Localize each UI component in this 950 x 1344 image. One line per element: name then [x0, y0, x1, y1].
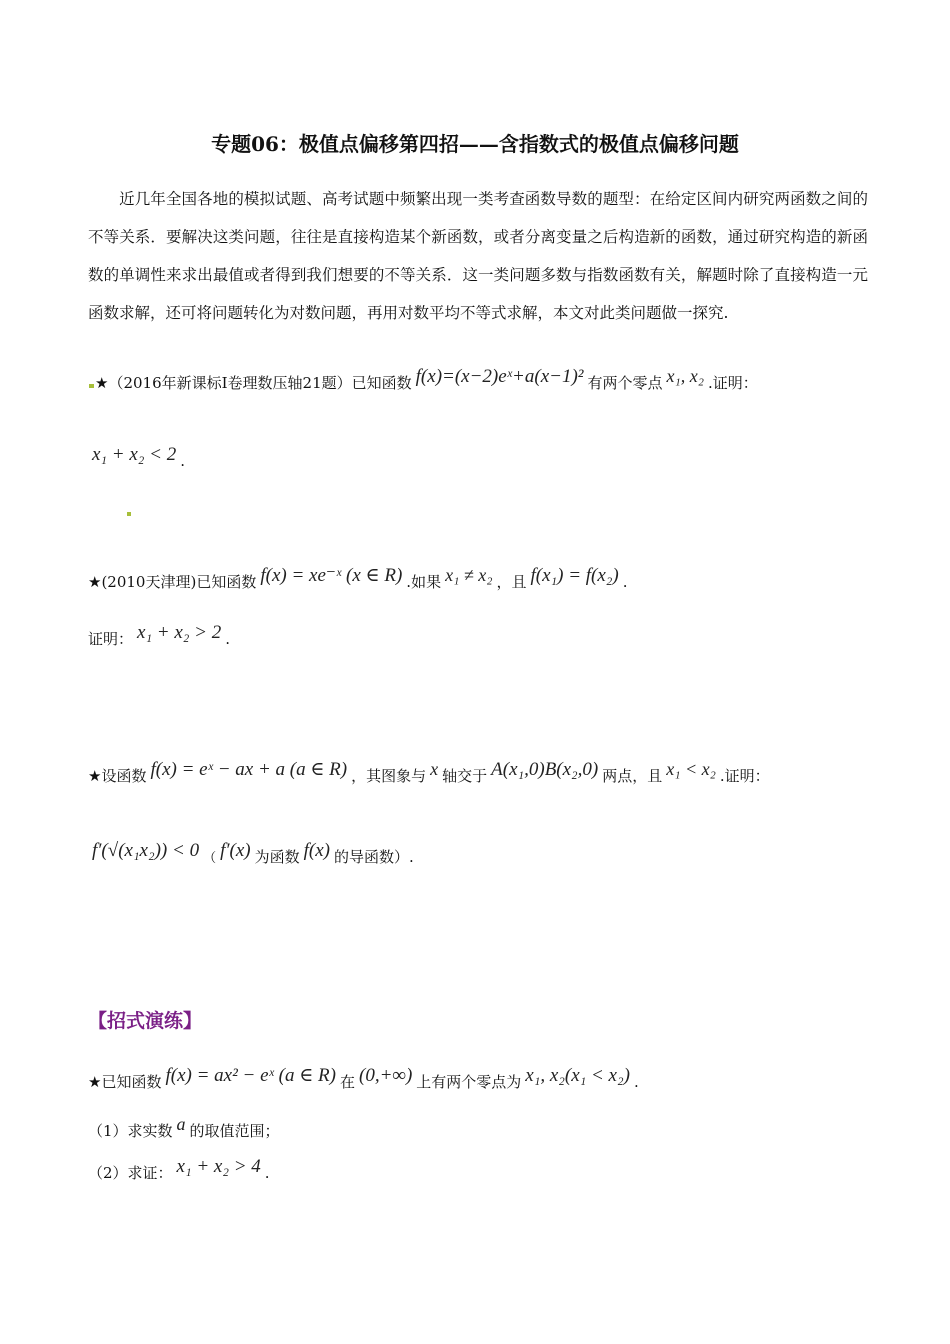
problem-2-proof: 证明： x₁ + x₂ > 2 . — [88, 622, 231, 648]
zeros-vars: x₁, x₂ — [666, 366, 704, 386]
star-icon: ★ — [88, 1073, 102, 1091]
star-icon: ★ — [95, 374, 109, 392]
interval-formula: (0,+∞) — [359, 1065, 413, 1086]
conclusion-formula: x₁ + x₂ < 2 — [92, 444, 177, 465]
conclusion-formula: f′(√(x₁x₂)) < 0 — [92, 840, 200, 861]
points-formula: A(x₁,0)B(x₂,0) — [491, 759, 599, 780]
axis-var: x — [430, 759, 439, 779]
edit-marker — [89, 384, 94, 388]
edit-marker — [127, 512, 131, 516]
problem-2-statement: ★(2010天津理)已知函数 f(x) = xe⁻ˣ (x ∈ R) .如果 x₁ ≠ x₂ ，且 f(x₁) = f(x₂) . — [88, 565, 628, 591]
derivative-formula: f′(x) — [220, 840, 251, 861]
condition-formula-2: f(x₁) = f(x₂) — [530, 565, 619, 586]
intro-text: 近几年全国各地的模拟试题、高考试题中频繁出现一类考查函数导数的题型：在给定区间内研究两函数之间的不等关系．要解决这类问题，往往是直接构造某个新函数，或者分离变量之后构造新的函数，通过研究构造的新函数的单调性来求出最值或者得到我们想要的不等关系．这一类问题多数与指数函数有关，解题时除了直接构造一元函数求解，还可将问题转化为对数问题，再用对数平均不等式求解，本文对此类问题做一探究. — [88, 190, 868, 322]
section-heading: 【招式演练】 — [88, 1010, 203, 1032]
formula-exercise: f(x) = ax² − eˣ (a ∈ R) — [165, 1065, 336, 1086]
star-icon: ★ — [88, 573, 102, 591]
variable-a: a — [176, 1114, 186, 1134]
conclusion-formula: x₁ + x₂ > 2 — [137, 622, 222, 643]
conclusion-formula: x₁ + x₂ > 4 — [176, 1156, 261, 1177]
formula-problem-2: f(x) = xe⁻ˣ (x ∈ R) — [260, 565, 403, 586]
zeros-formula: x₁, x₂(x₁ < x₂) — [525, 1065, 630, 1086]
problem-3-statement: ★设函数 f(x) = eˣ − ax + a (a ∈ R) ，其图象与 x 轴交于 A(x₁,0)B(x₂,0) 两点，且 x₁ < x₂ .证明： — [88, 759, 770, 785]
intro-paragraph — [88, 180, 868, 332]
page-title: 专题06：极值点偏移第四招——含指数式的极值点偏移问题 — [211, 132, 739, 156]
formula-problem-1: f(x)=(x−2)eˣ+a(x−1)² — [415, 366, 584, 387]
function-formula: f(x) — [303, 840, 331, 861]
problem-3-conclusion: f′(√(x₁x₂)) < 0 （ f′(x) 为函数 f(x) 的导函数）. — [92, 840, 414, 866]
exercise-statement: ★已知函数 f(x) = ax² − eˣ (a ∈ R) 在 (0,+∞) 上有两个零点为 x₁, x₂(x₁ < x₂) . — [88, 1065, 639, 1091]
exercise-part-1: （1）求实数 a 的取值范围； — [88, 1114, 280, 1140]
condition-formula: x₁ < x₂ — [666, 759, 716, 779]
formula-problem-3: f(x) = eˣ − ax + a (a ∈ R) — [150, 759, 348, 780]
problem-1-conclusion: x₁ + x₂ < 2 . — [92, 444, 186, 470]
star-icon: ★ — [88, 767, 102, 785]
condition-formula: x₁ ≠ x₂ — [445, 565, 493, 585]
exercise-part-2: （2）求证： x₁ + x₂ > 4 . — [88, 1156, 270, 1182]
problem-1-statement: ★（2016年新课标I卷理数压轴21题）已知函数 f(x)=(x−2)eˣ+a(x−1)² 有两个零点 x₁, x₂ .证明： — [88, 372, 758, 394]
